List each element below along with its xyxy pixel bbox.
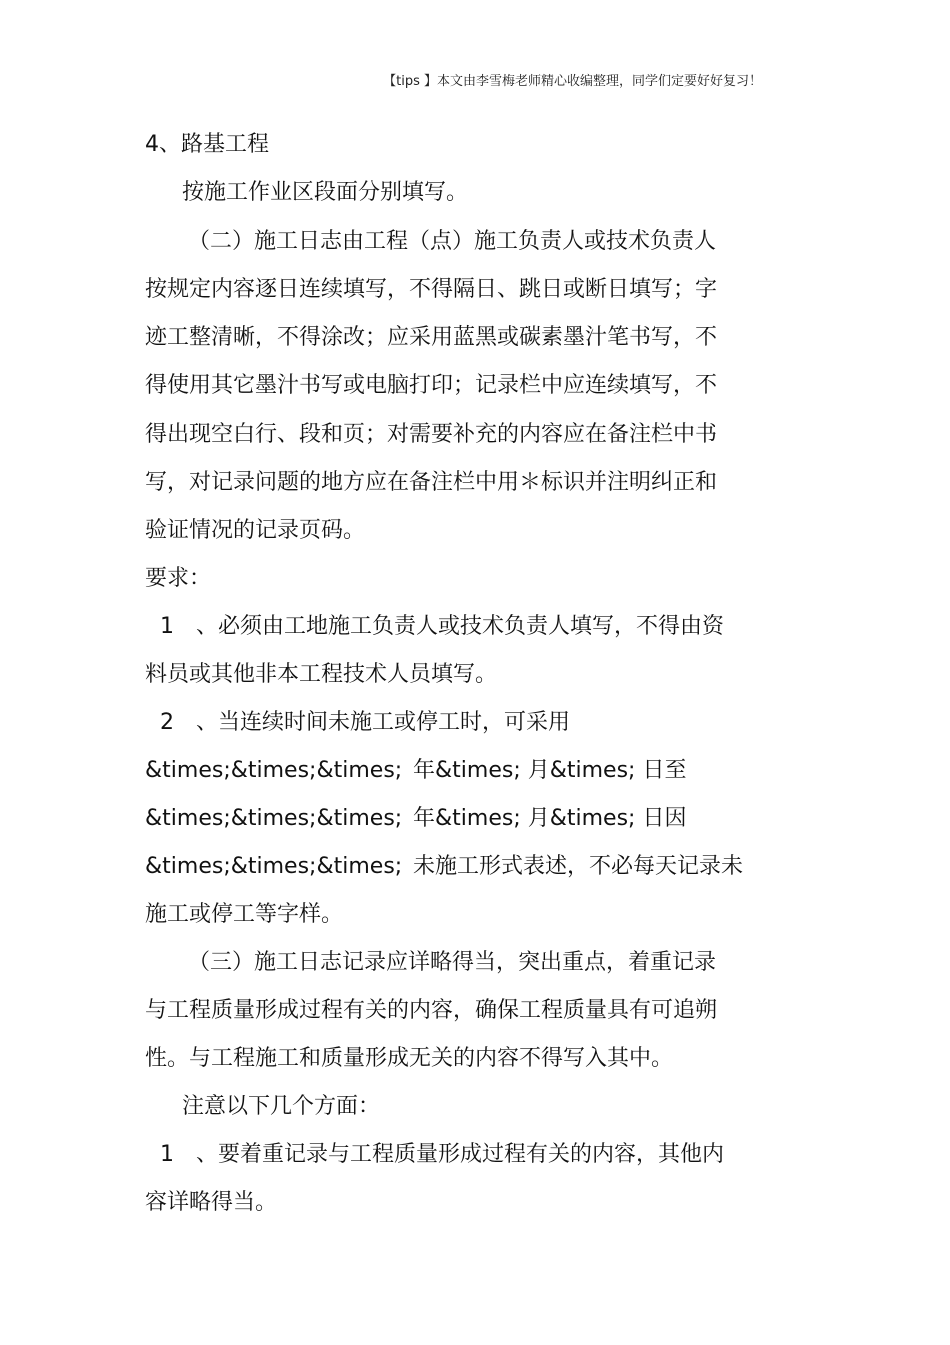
paragraph-line: 施工或停工等字样。 [145, 902, 344, 927]
paragraph-line: 性。与工程施工和质量形成无关的内容不得写入其中。 [145, 1046, 674, 1071]
requirement-item: 1 、必须由工地施工负责人或技术负责人填写，不得由资 [160, 614, 724, 639]
paragraph-line: 验证情况的记录页码。 [145, 518, 366, 543]
paragraph-line: 迹工整清晰，不得涂改；应采用蓝黑或碳素墨汁笔书写，不 [145, 325, 718, 350]
paragraph-line: 写，对记录问题的地方应在备注栏中用＊标识并注明纠正和 [145, 470, 718, 495]
paragraph-line: 与工程质量形成过程有关的内容，确保工程质量具有可追朔 [145, 998, 718, 1023]
paragraph-line: 按规定内容逐日连续填写，不得隔日、跳日或断日填写；字 [145, 277, 718, 302]
date-text: 年&times; 月&times; 日因 [413, 806, 687, 831]
times-placeholder: &times;&times;&times; [145, 806, 403, 831]
requirement-item: 2 、当连续时间未施工或停工时，可采用 [160, 710, 570, 735]
notice-item: 容详略得当。 [145, 1190, 278, 1215]
paragraph-line: 得出现空白行、段和页；对需要补充的内容应在备注栏中书 [145, 422, 718, 447]
times-placeholder: &times;&times;&times; [145, 854, 403, 879]
date-text: 未施工形式表述，不必每天记录未 [413, 854, 744, 879]
notice-label: 注意以下几个方面： [182, 1094, 381, 1119]
times-placeholder: &times;&times;&times; [145, 758, 403, 783]
section-title: 4、路基工程 [145, 132, 269, 157]
intro-text: 按施工作业区段面分别填写。 [182, 180, 469, 205]
requirements-label: 要求： [145, 566, 212, 591]
header-note: 【tips 】本文由李雪梅老师精心收编整理，同学们定要好好复习！ [383, 74, 762, 89]
paragraph-line: （二）施工日志由工程（点）施工负责人或技术负责人 [188, 229, 717, 254]
date-text: 年&times; 月&times; 日至 [413, 758, 687, 783]
requirement-item: 料员或其他非本工程技术人员填写。 [145, 662, 498, 687]
paragraph-line: （三）施工日志记录应详略得当，突出重点，着重记录 [188, 950, 717, 975]
notice-item: 1 、要着重记录与工程质量形成过程有关的内容，其他内 [160, 1142, 724, 1167]
paragraph-line: 得使用其它墨汁书写或电脑打印；记录栏中应连续填写，不 [145, 373, 718, 398]
